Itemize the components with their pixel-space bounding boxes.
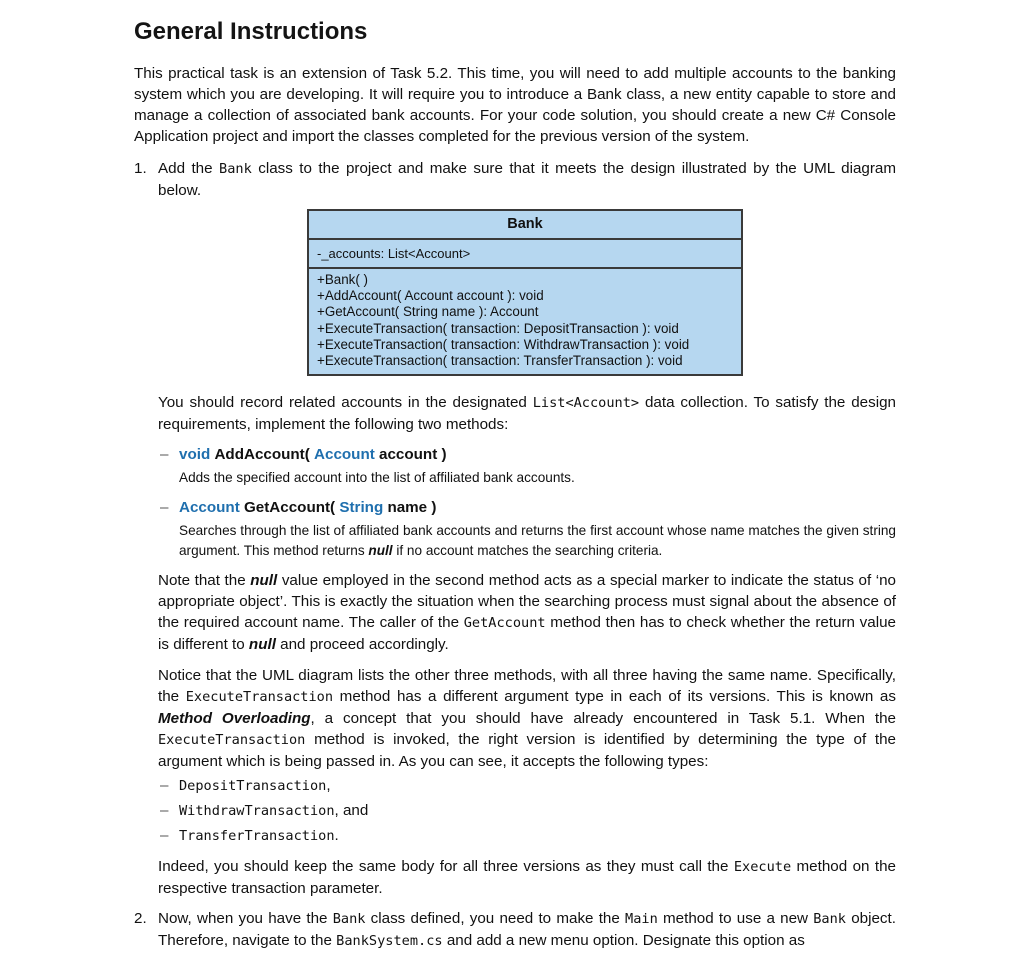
- inline-code: Bank: [219, 161, 252, 177]
- uml-operation: +GetAccount( String name ): Account: [317, 304, 539, 320]
- step-1-text: Add the Bank class to the project and make sure that it meets the design illustrated by the UML diagram below.: [158, 160, 896, 199]
- inline-code: ExecuteTransaction: [158, 732, 306, 748]
- inline-code: List<Account>: [532, 395, 640, 411]
- page-title: General Instructions: [134, 18, 368, 45]
- uml-attributes: [309, 240, 741, 269]
- record-paragraph: You should record related accounts in the designated List<Account> data collection. To satisfy the design requirements, implement the following two methods:: [158, 394, 896, 433]
- inline-code: BankSystem.cs: [336, 933, 443, 949]
- list-dash: –: [160, 777, 169, 794]
- uml-operation: +ExecuteTransaction( transaction: TransferTransaction ): void: [317, 353, 683, 369]
- inline-code: Main: [625, 911, 658, 927]
- uml-class-diagram: [307, 209, 743, 376]
- step-1-number: 1.: [134, 160, 147, 177]
- notice-paragraph: Notice that the UML diagram lists the other three methods, with all three having the same name. Specifically, the ExecuteTransaction method has a different argument type in each of its versions. This is known as Method Overloading, a concept that you should have already encountered in Task 5.1. When the ExecuteTransaction method is invoked, the right version is identified by determining the type of the argument which is being passed in. As you can see, it accepts the following types:: [158, 667, 896, 770]
- uml-attribute: -_accounts: List<Account>: [317, 246, 471, 261]
- intro-paragraph: This practical task is an extension of Task 5.2. This time, you will need to add multiple accounts to the banking system which you are developing. It will require you to introduce a Bank class, a new entity capable to store and manage a collection of associated bank accounts. For your code solution, you should create a new C# Console Application project and import the classes completed for the previous version of the system.: [134, 65, 896, 145]
- uml-operation: +ExecuteTransaction( transaction: WithdrawTransaction ): void: [317, 336, 690, 352]
- step-2-text: Now, when you have the Bank class defined, you need to make the Main method to use a new Bank object. Therefore, navigate to the BankSystem.cs and add a new menu option. Designate this option as: [158, 910, 896, 949]
- type-list-item: DepositTransaction,: [179, 777, 331, 794]
- list-dash: –: [160, 446, 169, 463]
- inline-code: ExecuteTransaction: [185, 689, 334, 705]
- uml-operations: [309, 269, 741, 369]
- inline-code: Execute: [733, 859, 792, 875]
- list-dash: –: [160, 802, 169, 819]
- method-signature-getaccount: Account GetAccount( String name ): [179, 499, 437, 516]
- method-description-addaccount: Adds the specified account into the list of affiliated bank accounts.: [179, 470, 575, 485]
- uml-class-name: Bank: [309, 211, 741, 240]
- method-description-getaccount: Searches through the list of affiliated bank accounts and returns the first account whose name matches the given string argument. This method returns null if no account matches the searching criteria.: [179, 523, 896, 558]
- inline-code: GetAccount: [463, 615, 546, 631]
- inline-code: Bank: [813, 911, 846, 927]
- type-list-item: WithdrawTransaction, and: [179, 802, 369, 819]
- list-dash: –: [160, 827, 169, 844]
- method-signature-addaccount: void AddAccount( Account account ): [179, 446, 447, 463]
- indeed-paragraph: Indeed, you should keep the same body for all three versions as they must call the Execute method on the respective transaction parameter.: [158, 858, 896, 897]
- uml-operation: +ExecuteTransaction( transaction: DepositTransaction ): void: [317, 320, 679, 336]
- inline-code: Bank: [332, 911, 366, 927]
- step-2-number: 2.: [134, 910, 147, 927]
- list-dash: –: [160, 499, 169, 516]
- note-paragraph: Note that the null value employed in the second method acts as a special marker to indicate the status of ‘no appropriate object’. This is exactly the situation when the searching process must signal about the absence of the required account name. The caller of the GetAccount method then has to check whether the return value is different to null and proceed accordingly.: [158, 572, 896, 653]
- uml-operation: +Bank( ): [317, 272, 368, 287]
- type-list-item: TransferTransaction.: [179, 827, 339, 844]
- uml-operation: +AddAccount( Account account ): void: [317, 288, 544, 304]
